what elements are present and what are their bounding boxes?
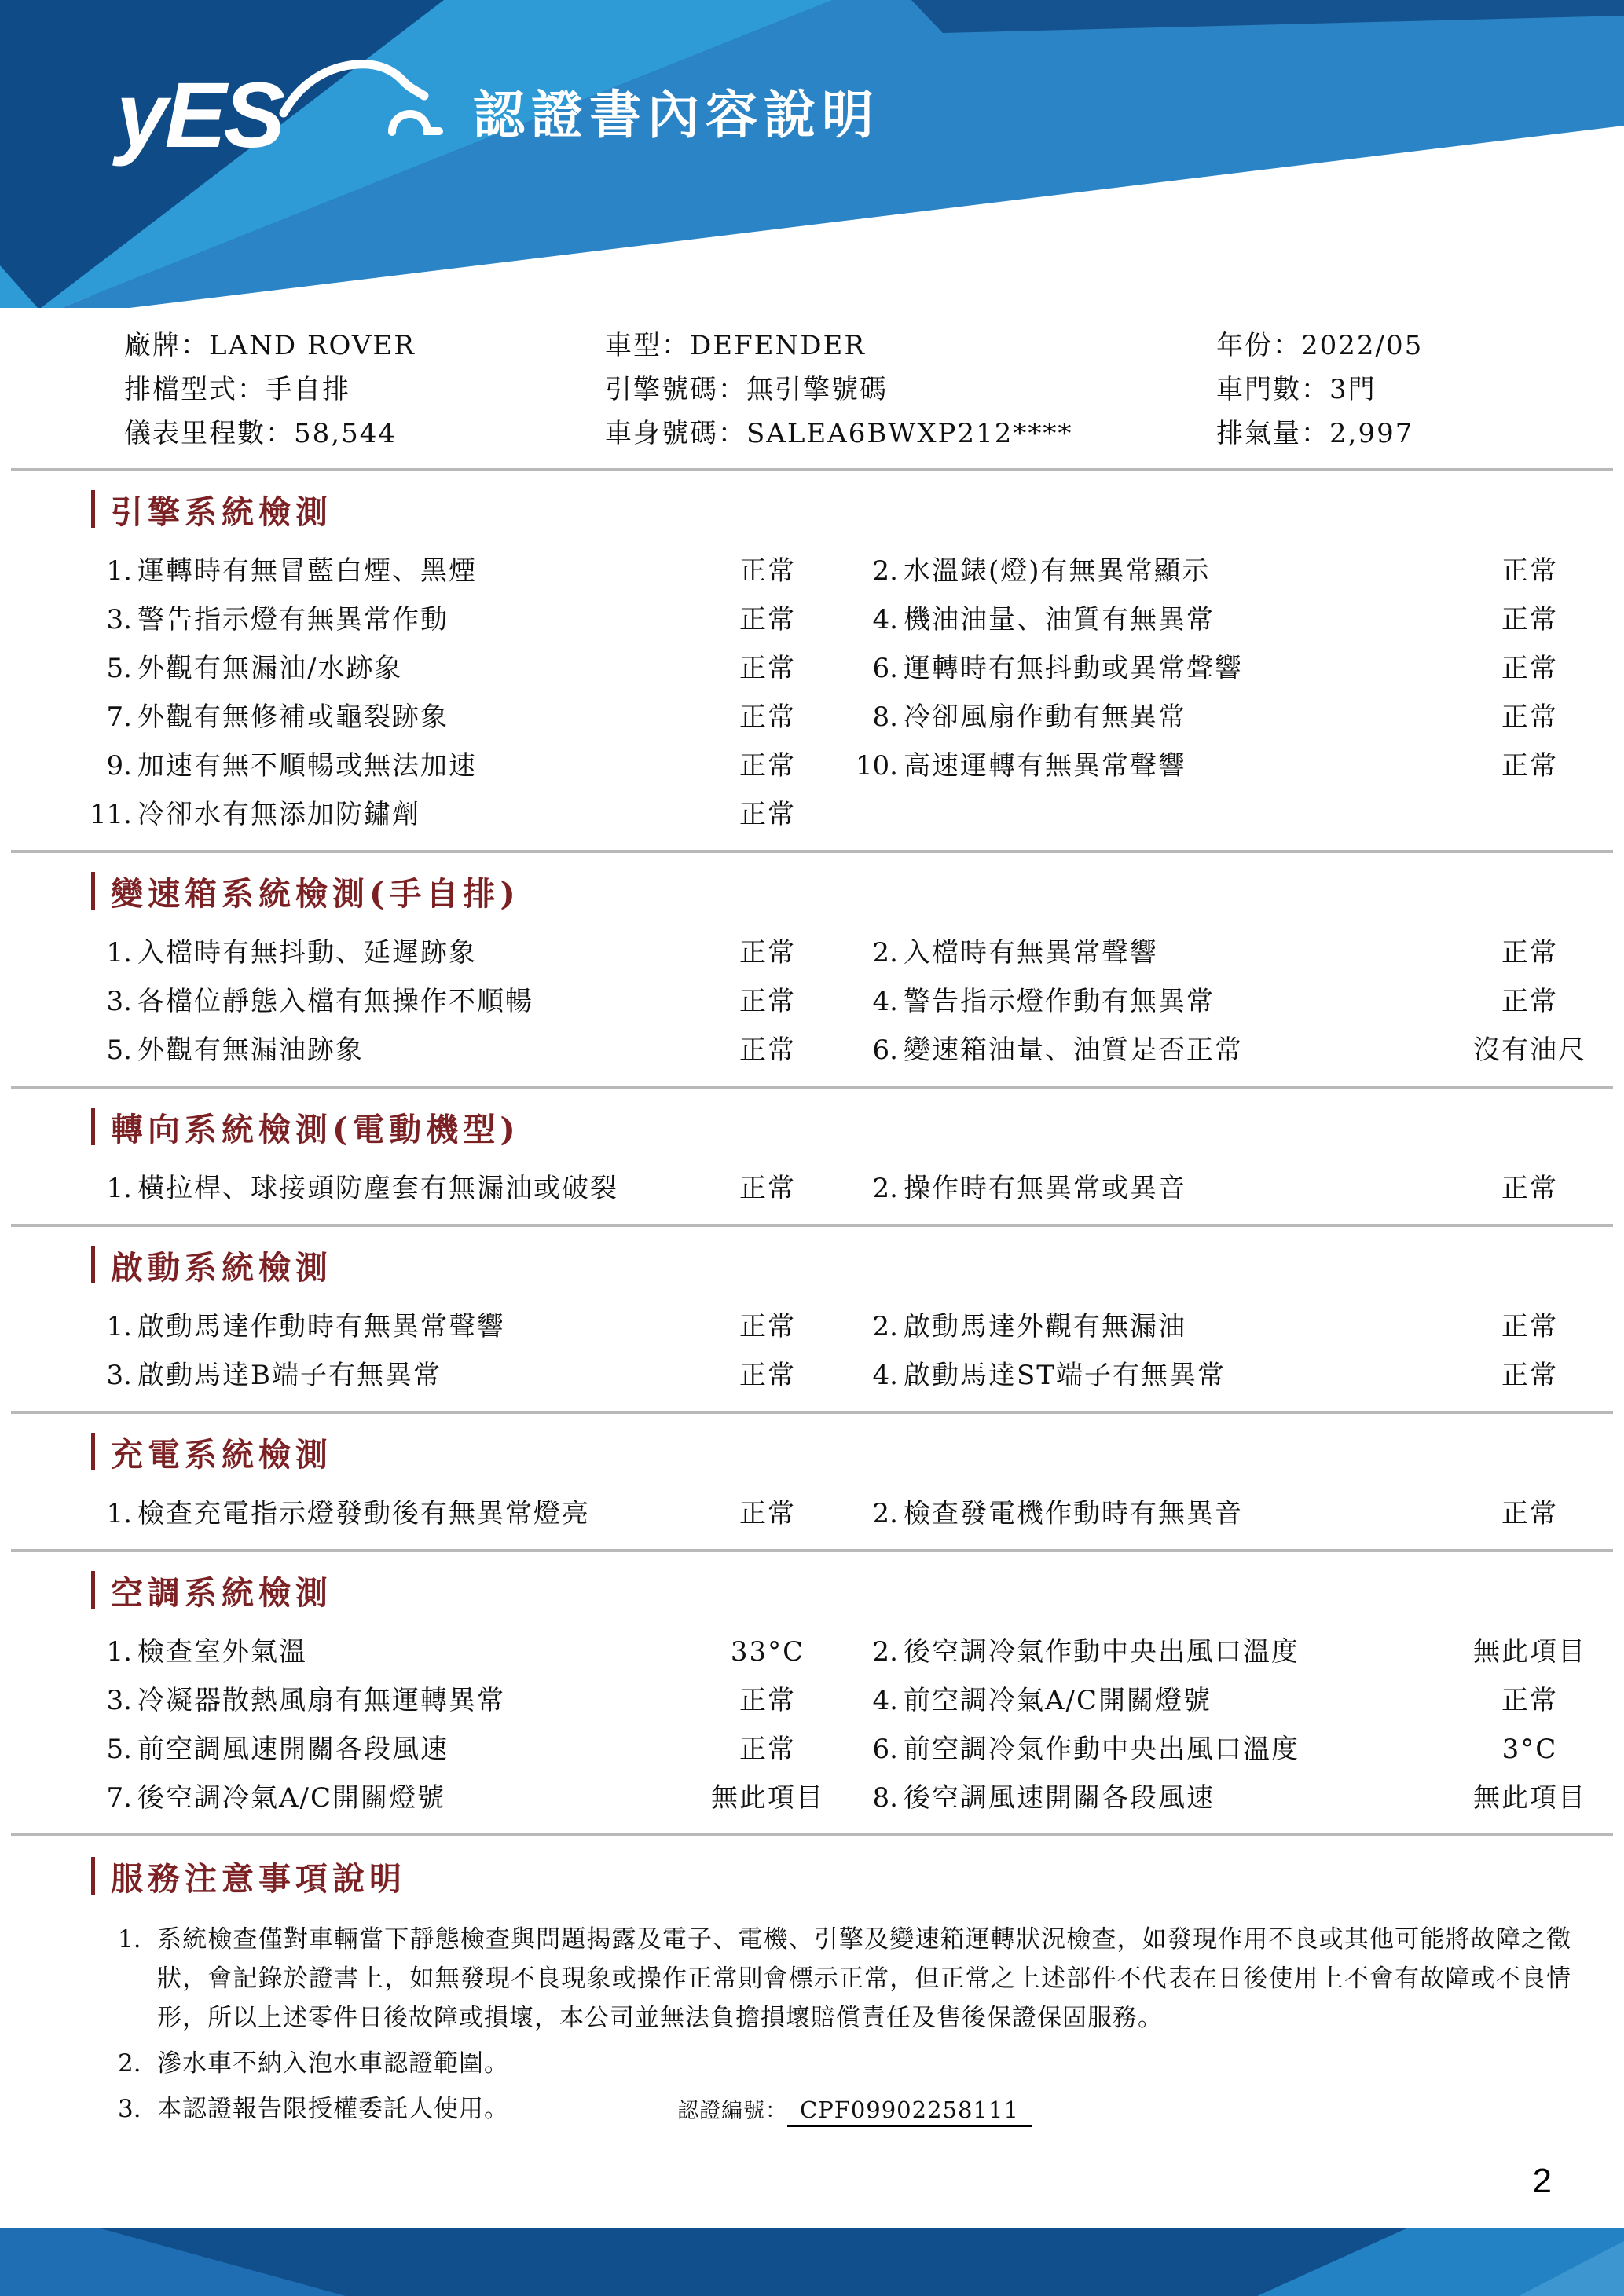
item-number: 3. xyxy=(106,604,132,635)
vehicle-info-cell xyxy=(124,368,605,412)
section-title: 服務注意事項說明 xyxy=(111,1859,406,1898)
item-result: 正常 xyxy=(739,1311,796,1342)
vehicle-info-cell xyxy=(124,324,605,368)
section-title-row xyxy=(91,1244,1624,1285)
inspection-item xyxy=(88,1686,834,1716)
vehicle-info-value: 無引擎號碼 xyxy=(746,374,888,405)
vehicle-info-value: 手自排 xyxy=(266,374,350,405)
item-number: 6. xyxy=(872,1734,898,1765)
item-text: 變速箱油量、油質是否正常 xyxy=(904,1034,1243,1066)
item-text: 啟動馬達作動時有無異常聲響 xyxy=(137,1311,505,1342)
item-result: 無此項目 xyxy=(1473,1636,1586,1668)
inspection-item xyxy=(854,987,1597,1016)
vehicle-info-label: 儀表里程數： xyxy=(124,418,294,449)
inspection-item xyxy=(88,1637,834,1667)
title-accent-bar xyxy=(91,1108,95,1145)
section-title: 空調系統檢測 xyxy=(111,1573,332,1612)
vehicle-info-cell xyxy=(605,368,1216,412)
item-number: 9. xyxy=(106,750,132,782)
inspection-section xyxy=(0,1414,1624,1552)
inspection-item xyxy=(854,605,1597,635)
item-result: 無此項目 xyxy=(1473,1782,1586,1814)
inspection-item xyxy=(854,702,1597,732)
vehicle-info-label: 廠牌： xyxy=(124,330,209,361)
item-result: 正常 xyxy=(739,937,796,969)
item-text: 橫拉桿、球接頭防塵套有無漏油或破裂 xyxy=(137,1173,618,1204)
inspection-section xyxy=(0,471,1624,853)
item-number: 3. xyxy=(106,986,132,1017)
cert-label: 認證編號： xyxy=(677,2099,787,2123)
section-title-row xyxy=(91,1569,1624,1610)
item-number: 10. xyxy=(855,750,898,782)
item-text: 啟動馬達B端子有無異常 xyxy=(137,1360,442,1391)
section-title: 變速箱系統檢測(手自排) xyxy=(111,874,520,913)
inspection-item xyxy=(854,751,1597,781)
item-text: 啟動馬達外觀有無漏油 xyxy=(904,1311,1186,1342)
inspection-items xyxy=(0,938,1624,1065)
inspection-item xyxy=(88,605,834,635)
item-text: 運轉時有無冒藍白煙、黑煙 xyxy=(137,555,477,587)
vehicle-info-value: LAND ROVER xyxy=(209,330,416,361)
brand-logo xyxy=(116,64,881,167)
page-number: 2 xyxy=(1532,2162,1552,2200)
item-number: 7. xyxy=(106,1782,132,1814)
item-text: 外觀有無漏油跡象 xyxy=(137,1034,364,1066)
inspection-item xyxy=(88,800,834,829)
item-result: 正常 xyxy=(739,604,796,635)
item-result: 正常 xyxy=(1501,750,1558,782)
inspection-item xyxy=(854,1035,1597,1065)
item-result: 正常 xyxy=(739,701,796,733)
inspection-item xyxy=(88,1783,834,1813)
item-result: 正常 xyxy=(739,1360,796,1391)
item-text: 冷卻風扇作動有無異常 xyxy=(904,701,1186,733)
item-number: 2. xyxy=(872,937,898,969)
item-result: 3°C xyxy=(1501,1734,1558,1765)
section-title-row xyxy=(91,489,1624,529)
vehicle-info-value: 3門 xyxy=(1329,374,1377,405)
inspection-item xyxy=(88,1312,834,1342)
item-number: 2. xyxy=(872,1636,898,1668)
item-text: 警告指示燈作動有無異常 xyxy=(904,986,1215,1017)
inspection-item xyxy=(88,987,834,1016)
sections xyxy=(0,471,1624,1836)
item-result: 正常 xyxy=(1501,604,1558,635)
item-result: 正常 xyxy=(1501,555,1558,587)
vehicle-info-value: 2022/05 xyxy=(1301,330,1424,361)
vehicle-info-cell xyxy=(1216,412,1624,456)
item-number: 1. xyxy=(106,1636,132,1668)
certification-number xyxy=(677,2093,1032,2124)
inspection-item xyxy=(88,938,834,968)
note-number: 3. xyxy=(118,2095,141,2123)
note-number: 2. xyxy=(118,2049,141,2078)
item-text: 運轉時有無抖動或異常聲響 xyxy=(904,653,1243,684)
item-result: 正常 xyxy=(1501,1311,1558,1342)
inspection-item xyxy=(88,654,834,683)
section-title-row xyxy=(91,1106,1624,1147)
inspection-item xyxy=(88,1734,834,1764)
item-result: 正常 xyxy=(1501,1685,1558,1716)
vehicle-info xyxy=(0,308,1624,456)
item-text: 啟動馬達ST端子有無異常 xyxy=(904,1360,1226,1391)
item-result: 正常 xyxy=(739,1734,796,1765)
service-notes-section xyxy=(0,1836,1624,2129)
inspection-items xyxy=(0,1499,1624,1529)
service-note xyxy=(118,2044,1624,2083)
vehicle-info-label: 車門數： xyxy=(1216,374,1329,405)
yes-logo-text: yES xyxy=(116,64,283,167)
title-accent-bar xyxy=(91,1857,95,1895)
title-accent-bar xyxy=(91,1246,95,1283)
item-number: 8. xyxy=(872,1782,898,1814)
title-accent-bar xyxy=(91,490,95,528)
item-text: 操作時有無異常或異音 xyxy=(904,1173,1186,1204)
item-number: 4. xyxy=(872,604,898,635)
section-title: 充電系統檢測 xyxy=(111,1435,332,1474)
inspection-item xyxy=(854,938,1597,968)
document-body xyxy=(0,308,1624,2135)
inspection-items xyxy=(0,1174,1624,1203)
item-number: 1. xyxy=(106,1311,132,1342)
page-header xyxy=(0,0,1624,308)
item-text: 冷卻水有無添加防鏽劑 xyxy=(137,799,420,830)
note-number: 1. xyxy=(118,1925,141,1954)
item-text: 檢查充電指示燈發動後有無異常燈亮 xyxy=(137,1498,590,1529)
vehicle-info-value: 58,544 xyxy=(294,418,397,449)
vehicle-info-label: 年份： xyxy=(1216,330,1301,361)
item-result: 正常 xyxy=(1501,653,1558,684)
page-title: 認證書內容說明 xyxy=(473,85,881,144)
item-text: 入檔時有無異常聲響 xyxy=(904,937,1158,969)
item-text: 外觀有無漏油/水跡象 xyxy=(137,653,403,684)
item-text: 冷凝器散熱風扇有無運轉異常 xyxy=(137,1685,505,1716)
item-result: 沒有油尺 xyxy=(1473,1034,1586,1066)
item-number: 3. xyxy=(106,1685,132,1716)
item-result: 正常 xyxy=(739,1034,796,1066)
inspection-item xyxy=(854,1499,1597,1529)
vehicle-info-value: SALEA6BWXP212**** xyxy=(746,418,1073,449)
item-text: 加速有無不順暢或無法加速 xyxy=(137,750,477,782)
inspection-item xyxy=(88,1499,834,1529)
vehicle-info-cell xyxy=(1216,324,1624,368)
inspection-items xyxy=(0,556,1624,829)
item-number: 4. xyxy=(872,986,898,1017)
item-number: 6. xyxy=(872,1034,898,1066)
inspection-item xyxy=(854,1360,1597,1390)
inspection-item xyxy=(854,654,1597,683)
item-number: 6. xyxy=(872,653,898,684)
item-result: 正常 xyxy=(1501,986,1558,1017)
item-result: 正常 xyxy=(1501,1173,1558,1204)
section-title-row xyxy=(91,1431,1624,1472)
cert-value: CPF09902258111 xyxy=(787,2096,1032,2127)
item-text: 外觀有無修補或龜裂跡象 xyxy=(137,701,449,733)
item-number: 3. xyxy=(106,1360,132,1391)
item-number: 4. xyxy=(872,1360,898,1391)
inspection-section xyxy=(0,1552,1624,1836)
inspection-item xyxy=(88,1360,834,1390)
section-title: 轉向系統檢測(電動機型) xyxy=(111,1110,520,1148)
item-text: 機油油量、油質有無異常 xyxy=(904,604,1215,635)
item-result: 正常 xyxy=(1501,1360,1558,1391)
item-result: 33°C xyxy=(730,1636,805,1668)
item-result: 無此項目 xyxy=(711,1782,824,1814)
inspection-item xyxy=(88,556,834,586)
item-text: 警告指示燈有無異常作動 xyxy=(137,604,449,635)
vehicle-info-label: 引擎號碼： xyxy=(605,374,746,405)
item-result: 正常 xyxy=(1501,937,1558,969)
note-text: 滲水車不納入泡水車認證範圍。 xyxy=(157,2049,509,2078)
item-text: 水溫錶(燈)有無異常顯示 xyxy=(904,555,1211,587)
vehicle-info-label: 車型： xyxy=(605,330,690,361)
item-text: 前空調冷氣A/C開關燈號 xyxy=(904,1685,1212,1716)
vehicle-info-cell xyxy=(605,412,1216,456)
item-result: 正常 xyxy=(739,1498,796,1529)
inspection-item xyxy=(854,556,1597,586)
inspection-item xyxy=(88,1035,834,1065)
vehicle-info-value: 2,997 xyxy=(1329,418,1414,449)
page-footer xyxy=(0,2228,1624,2296)
inspection-item xyxy=(854,1174,1597,1203)
item-text: 入檔時有無抖動、延遲跡象 xyxy=(137,937,477,969)
inspection-section xyxy=(0,853,1624,1089)
item-result: 正常 xyxy=(739,986,796,1017)
item-result: 正常 xyxy=(1501,1498,1558,1529)
vehicle-info-value: DEFENDER xyxy=(690,330,866,361)
section-title: 引擎系統檢測 xyxy=(111,493,332,531)
section-title-row xyxy=(91,1855,1624,1896)
item-number: 2. xyxy=(872,555,898,587)
item-result: 正常 xyxy=(739,1173,796,1204)
item-number: 7. xyxy=(106,701,132,733)
item-text: 後空調冷氣作動中央出風口溫度 xyxy=(904,1636,1300,1668)
inspection-item xyxy=(854,1637,1597,1667)
item-text: 前空調冷氣作動中央出風口溫度 xyxy=(904,1734,1300,1765)
note-text: 本認證報告限授權委託人使用。 xyxy=(157,2095,509,2123)
inspection-item xyxy=(88,751,834,781)
item-text: 檢查發電機作動時有無異音 xyxy=(904,1498,1243,1529)
title-accent-bar xyxy=(91,1433,95,1470)
item-result: 正常 xyxy=(739,750,796,782)
item-number: 2. xyxy=(872,1311,898,1342)
item-text: 後空調冷氣A/C開關燈號 xyxy=(137,1782,446,1814)
inspection-items xyxy=(0,1637,1624,1813)
inspection-item xyxy=(854,1734,1597,1764)
service-note xyxy=(118,1920,1624,2038)
inspection-items xyxy=(0,1312,1624,1390)
title-accent-bar xyxy=(91,872,95,910)
vehicle-info-label: 車身號碼： xyxy=(605,418,746,449)
item-number: 8. xyxy=(872,701,898,733)
title-accent-bar xyxy=(91,1571,95,1609)
item-number: 2. xyxy=(872,1173,898,1204)
item-text: 高速運轉有無異常聲響 xyxy=(904,750,1186,782)
item-result: 正常 xyxy=(739,1685,796,1716)
item-number: 4. xyxy=(872,1685,898,1716)
vehicle-info-cell xyxy=(1216,368,1624,412)
item-number: 1. xyxy=(106,937,132,969)
vehicle-info-cell xyxy=(605,324,1216,368)
vehicle-info-label: 排氣量： xyxy=(1216,418,1329,449)
vehicle-info-cell xyxy=(124,412,605,456)
section-title-row xyxy=(91,870,1624,911)
item-text: 各檔位靜態入檔有無操作不順暢 xyxy=(137,986,533,1017)
item-number: 11. xyxy=(89,799,132,830)
item-number: 5. xyxy=(106,1034,132,1066)
inspection-item xyxy=(854,1783,1597,1813)
inspection-item xyxy=(88,1174,834,1203)
item-number: 1. xyxy=(106,1173,132,1204)
item-text: 後空調風速開關各段風速 xyxy=(904,1782,1215,1814)
item-number: 5. xyxy=(106,653,132,684)
item-result: 正常 xyxy=(739,653,796,684)
item-number: 1. xyxy=(106,1498,132,1529)
inspection-section xyxy=(0,1227,1624,1414)
inspection-item xyxy=(854,1312,1597,1342)
item-text: 前空調風速開關各段風速 xyxy=(137,1734,449,1765)
inspection-section xyxy=(0,1089,1624,1227)
item-result: 正常 xyxy=(739,799,796,830)
item-number: 1. xyxy=(106,555,132,587)
item-result: 正常 xyxy=(1501,701,1558,733)
item-text: 檢查室外氣溫 xyxy=(137,1636,307,1668)
section-title: 啟動系統檢測 xyxy=(111,1248,332,1287)
vehicle-info-label: 排檔型式： xyxy=(124,374,266,405)
inspection-item xyxy=(854,1686,1597,1716)
note-text: 系統檢查僅對車輛當下靜態檢查與問題揭露及電子、電機、引擎及變速箱運轉狀況檢查，如發現作用不良或其他可能將故障之徵狀，會記錄於證書上，如無發現不良現象或操作正常則會標示正常，但正常之上述部件不代表在日後使用上不會有故障或不良情形，所以上述零件日後故障或損壞，本公司並無法負擔損壞賠償責任及售後保證保固服務。 xyxy=(157,1925,1571,2032)
inspection-item xyxy=(88,702,834,732)
item-number: 2. xyxy=(872,1498,898,1529)
car-outline-icon xyxy=(277,53,446,157)
item-number: 5. xyxy=(106,1734,132,1765)
item-result: 正常 xyxy=(739,555,796,587)
